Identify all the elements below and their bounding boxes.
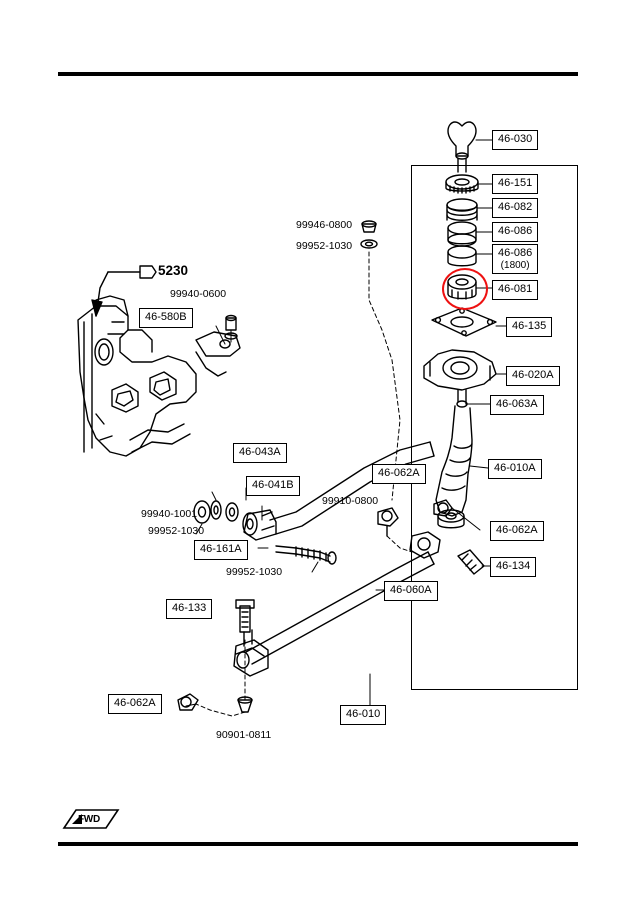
callout-46-041B[interactable]: 46-041B (246, 476, 300, 496)
fwd-label: FWD (78, 814, 100, 825)
callout-46-062A-right[interactable]: 46-062A (490, 521, 544, 541)
callout-46-062A-left[interactable]: 46-062A (108, 694, 162, 714)
callout-46-081[interactable]: 46-081 (492, 280, 538, 300)
callout-46-086-b-label: 46-086 (498, 247, 533, 259)
part-99940-1001: 99940-1001 (141, 508, 198, 520)
shift-lever-column (424, 122, 496, 528)
callout-46-043A[interactable]: 46-043A (233, 443, 287, 463)
shift-rod-lower (178, 500, 484, 712)
callout-46-063A[interactable]: 46-063A (490, 395, 544, 415)
part-99952-1030-top: 99952-1030 (296, 240, 353, 252)
callout-46-010[interactable]: 46-010 (340, 705, 386, 725)
callout-46-135[interactable]: 46-135 (506, 317, 552, 337)
part-99952-1030-bottom: 99952-1030 (226, 566, 283, 578)
top-hardware (225, 221, 377, 339)
part-99910-0800: 99910-0800 (322, 495, 379, 507)
callout-46-086-a[interactable]: 46-086 (492, 222, 538, 242)
callout-46-161A[interactable]: 46-161A (194, 540, 248, 560)
part-90901-0811: 90901-0811 (216, 729, 272, 741)
dashed-leaders (196, 252, 412, 716)
callout-46-086-b-sub: (1800) (500, 260, 530, 271)
group-number-5230: 5230 (158, 263, 189, 278)
callout-46-082[interactable]: 46-082 (492, 198, 538, 218)
callout-46-133[interactable]: 46-133 (166, 599, 212, 619)
part-99946-0800: 99946-0800 (296, 219, 353, 231)
callout-46-580B[interactable]: 46-580B (139, 308, 193, 328)
highlight-ring-46-081 (442, 268, 488, 310)
callout-46-060A[interactable]: 46-060A (384, 581, 438, 601)
callout-46-086-b[interactable] (492, 244, 538, 274)
callout-46-020A[interactable]: 46-020A (506, 366, 560, 386)
callout-46-134[interactable]: 46-134 (490, 557, 536, 577)
callout-46-030[interactable]: 46-030 (492, 130, 538, 150)
callout-46-010A[interactable]: 46-010A (488, 459, 542, 479)
part-99952-1030-left: 99952-1030 (148, 525, 205, 537)
callout-46-151[interactable]: 46-151 (492, 174, 538, 194)
part-99940-0600: 99940-0600 (170, 288, 227, 300)
callout-46-062A-mid[interactable]: 46-062A (372, 464, 426, 484)
